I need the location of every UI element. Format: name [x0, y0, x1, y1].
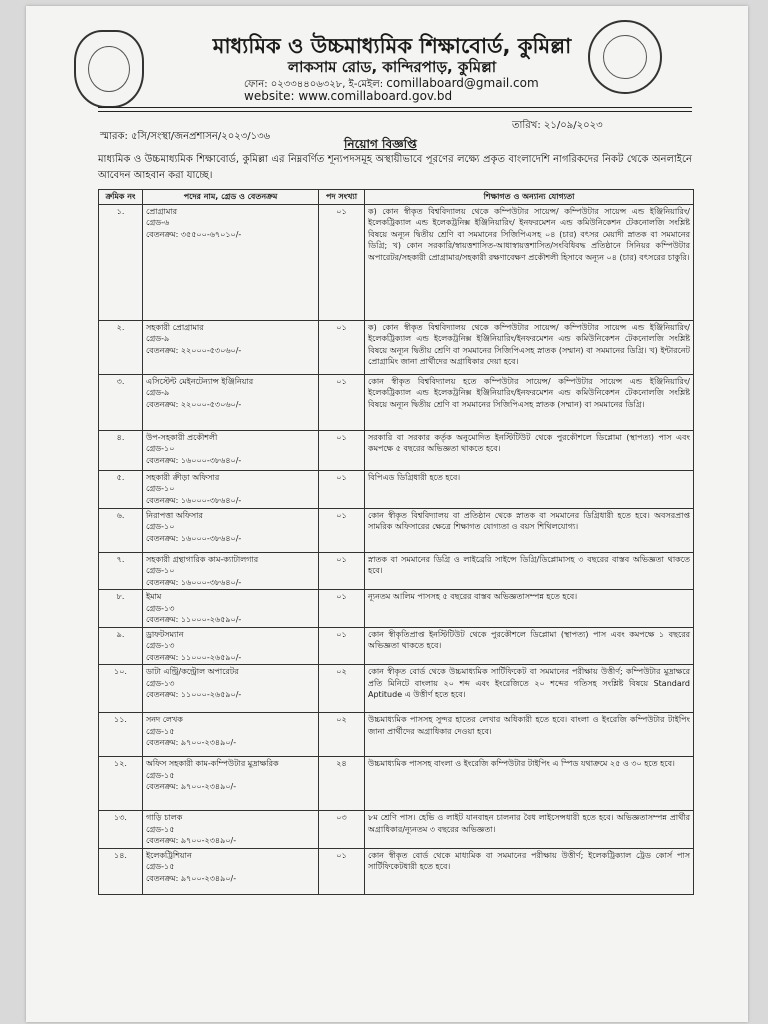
post-grade: গ্রেড-১৩ [146, 641, 175, 650]
row-post-count: ০১ [319, 320, 365, 374]
vacancy-table [98, 189, 694, 895]
table-header-row [99, 190, 694, 205]
row-post-count: ০১ [319, 552, 365, 590]
post-grade: গ্রেড-১৫ [146, 726, 175, 736]
row-qualification: উচ্চমাধ্যমিক পাসসহ সুন্দর হাতের লেখার অধিকারী হতে হবে। বাংলা ও ইংরেজি কম্পিউটার টাইপিং জানা প্রার্থীদের অগ্রাধিকার দেওয়া হবে। [365, 713, 694, 757]
row-qualification: ক) কোন স্বীকৃত বিশ্ববিদ্যালয় থেকে কম্পিউটার সায়েন্স/ কম্পিউটার সায়েন্স এন্ড ইঞ্জিনিয়ারিং/ইলেকট্রিক্যাল এন্ড ইলেকট্রনিক্স ইঞ্জিনিয়ারিং/ইনফরমেশন এন্ড কমিউনিকেশন টেকনোলজি সংশ্লিষ্ট বিষয়ে অন্যূন দ্বিতীয় শ্রেণি বা সমমানের সিজিপিএসহ স্নাতক (সম্মান) বা সমমানের ডিগ্রি। খ) ইন্টারনেট প্রোগ্রামিং জানা প্রার্থীদের অগ্রাধিকার দেয়া হবে। [365, 320, 694, 374]
row-post [143, 320, 319, 374]
row-qualification: কোন স্বীকৃত বিশ্ববিদ্যালয় বা প্রতিষ্ঠান থেকে স্নাতক বা সমমানের ডিগ্রিধারী হতে হবে। অবসরপ্রাপ্ত সামরিক অফিসারের ক্ষেত্রে শিক্ষাগত যোগ্যতা ও বয়স শিথিলযোগ্য। [365, 508, 694, 552]
row-post [143, 848, 319, 894]
row-post-count: ০১ [319, 508, 365, 552]
row-qualification: কোন স্বীকৃতিপ্রাপ্ত ইনস্টিটিউট থেকে পুরকৌশলে ডিপ্লোমা (স্থাপত্য) পাস এবং কমপক্ষে ১ বছরের অভিজ্ঞতা থাকতে হবে। [365, 627, 694, 665]
memo-number: স্মারক: ৫সি/সংস্থা/জনপ্রশাসন/২০২৩/১৩৬ [100, 131, 271, 142]
row-post-count: ০১ [319, 470, 365, 508]
table-row [99, 430, 694, 470]
row-post-count: ০১ [319, 627, 365, 665]
row-serial: ১০. [99, 665, 143, 713]
table-row [99, 848, 694, 894]
post-pay-scale: বেতনক্রম: ১১০০০-২৬৫৯০/- [146, 690, 242, 699]
post-name: উপ-সহকারী প্রকৌশলী [146, 432, 218, 442]
row-post [143, 552, 319, 590]
row-serial: ২. [99, 320, 143, 374]
board-website: website: www.comillaboard.gov.bd [244, 89, 453, 103]
table-row [99, 713, 694, 757]
table-row [99, 204, 694, 320]
post-pay-scale: বেতনক্রম: ১৬০০০-৩৮৬৪০/- [146, 495, 242, 505]
table-row [99, 508, 694, 552]
row-post-count: ০২ [319, 665, 365, 713]
row-post [143, 713, 319, 757]
table-row [99, 590, 694, 628]
post-name: এসিস্টেন্ট মেইনটেন্যান্স ইঞ্জিনিয়ার [146, 376, 254, 386]
header-count: পদ সংখ্যা [319, 190, 365, 205]
row-serial: ৫. [99, 470, 143, 508]
post-grade: গ্রেড-১৫ [146, 770, 175, 780]
post-grade: গ্রেড-১০ [146, 444, 175, 453]
row-qualification: বিপিএড ডিগ্রিধারী হতে হবে। [365, 470, 694, 508]
board-title: মাধ্যমিক ও উচ্চমাধ্যমিক শিক্ষাবোর্ড, কুমিল্লা [212, 34, 572, 58]
table-row [99, 320, 694, 374]
post-name: নিরাপত্তা অফিসার [146, 510, 203, 520]
row-post [143, 508, 319, 552]
row-post [143, 470, 319, 508]
table-row [99, 374, 694, 430]
post-pay-scale: বেতনক্রম: ১৬০০০-৩৮৬৪০/- [146, 577, 242, 587]
row-post [143, 757, 319, 811]
board-seal-left [74, 30, 144, 108]
table-row [99, 627, 694, 665]
row-post [143, 374, 319, 430]
row-qualification: ন্যূনতম আলিম পাসসহ ৫ বছরের বাস্তব অভিজ্ঞতাসম্পন্ন হতে হবে। [365, 590, 694, 628]
post-name: অফিস সহকারী কাম-কম্পিউটার মুদ্রাক্ষরিক [146, 759, 279, 768]
notice-date: তারিখ: ২১/০৯/২০২৩ [512, 120, 603, 131]
post-name: ডাটা এন্ট্রি/কন্ট্রোল অপারেটর [146, 667, 239, 676]
row-serial: ৩. [99, 374, 143, 430]
row-post [143, 430, 319, 470]
notice-intro: মাধ্যমিক ও উচ্চমাধ্যমিক শিক্ষাবোর্ড, কুমিল্লা এর নিম্নবর্ণিত শূন্যপদসমূহ অস্থায়ীভাবে পূরণের লক্ষ্যে প্রকৃত বাংলাদেশি নাগরিকদের নিকট থেকে অনলাইনে আবেদন আহবান করা যাচ্ছে। [98, 154, 692, 181]
table-row [99, 470, 694, 508]
row-post-count: ০১ [319, 430, 365, 470]
post-pay-scale: বেতনক্রম: ২২০০০-৫৩০৬০/- [146, 399, 242, 409]
row-post-count: ০১ [319, 590, 365, 628]
table-row [99, 665, 694, 713]
post-grade: গ্রেড-৯ [146, 334, 170, 343]
header-serial: ক্রমিক নং [99, 190, 143, 205]
header-divider-2 [98, 111, 692, 112]
contact-phone: ফোন: ০২৩৩৪৪০৬৩২৮, ই-মেইল: [244, 79, 384, 90]
post-grade: গ্রেড-১৩ [146, 678, 175, 688]
table-row [99, 552, 694, 590]
post-grade: গ্রেড-১০ [146, 484, 175, 493]
post-pay-scale: বেতনক্রম: ১৬০০০-৩৮৬৪০/- [146, 533, 242, 543]
post-grade: গ্রেড-১৫ [146, 862, 175, 871]
post-name: প্রোগ্রামার [146, 206, 178, 216]
post-pay-scale: বেতনক্রম: ৯৭০০-২৩৪৯০/- [146, 873, 237, 883]
board-address: লাকসাম রোড, কান্দিরপাড়, কুমিল্লা [287, 58, 497, 76]
post-name: ইলেকট্রিশিয়ান [146, 850, 192, 860]
row-qualification: ক) কোন স্বীকৃত বিশ্ববিদ্যালয় থেকে কম্পিউটার সায়েন্স/ কম্পিউটার সায়েন্স এন্ড ইঞ্জিনিয়ারিং/ইলেকট্রিক্যাল এন্ড ইলেকট্রনিক্স ইঞ্জিনিয়ারিং/ ইনফরমেশন এন্ড কমিউনিকেশন টেকনোলজি সংশ্লিষ্ট বিষয়ে অন্যূন দ্বিতীয় শ্রেণি বা সমমানের সিজিপিএসহ ০৪ (চার) বৎসর মেয়াদী স্নাতক বা সমমানের ডিগ্রি; খ) কোন সরকারি/স্বায়ত্তশাসিত-আধাস্বায়ত্তশাসিত/সংবিধিবদ্ধ প্রতিষ্ঠানে সিনিয়র কম্পিউটার অপারেটর/সহকারী প্রোগ্রামার/সহকারী রক্ষণাবেক্ষণ প্রকৌশলী হিসাবে অন্যূন ০৪ (চার) বৎসরের চাকুরি। [365, 204, 694, 320]
post-grade: গ্রেড-৯ [146, 388, 170, 397]
contact-email: comillaboard@gmail.com [386, 76, 539, 90]
post-grade: গ্রেড-১৫ [146, 824, 175, 834]
post-name: ড্রাফটসম্যান [146, 629, 184, 639]
row-post-count: ২৪ [319, 757, 365, 811]
row-serial: ১. [99, 204, 143, 320]
post-pay-scale: বেতনক্রম: ১১০০০-২৬৫৯০/- [146, 615, 242, 624]
post-pay-scale: বেতনক্রম: ৯৭০০-২৩৪৯০/- [146, 782, 237, 791]
post-name: গাড়ি চালক [146, 813, 183, 822]
post-grade: গ্রেড-৬ [146, 218, 170, 227]
row-post [143, 665, 319, 713]
post-name: ইমাম [146, 592, 162, 601]
header-qualification: শিক্ষাগত ও অন্যান্য যোগ্যতা [365, 190, 694, 205]
row-post-count: ০১ [319, 204, 365, 320]
row-qualification: স্নাতক বা সমমানের ডিগ্রি ও লাইব্রেরি সাইন্সে ডিগ্রি/ডিপ্লোমাসহ ৩ বছরের বাস্তব অভিজ্ঞতা থাকতে হবে। [365, 552, 694, 590]
header-divider [98, 107, 692, 108]
row-post-count: ০১ [319, 848, 365, 894]
row-post-count: ০১ [319, 374, 365, 430]
row-qualification: কোন স্বীকৃত বিশ্ববিদ্যালয় হতে কম্পিউটার সায়েন্স/ কম্পিউটার সায়েন্স এন্ড ইঞ্জিনিয়ারিং/ ইলেকট্রিক্যাল এন্ড ইলেকট্রনিক্স ইঞ্জিনিয়ারিং/ইনফরমেশন এন্ড কমিউনিকেশন টেকনোলজি সংশ্লিষ্ট বিষয়ে অন্যূন দ্বিতীয় শ্রেণি বা সমমানের সিজিপিএসহ স্নাতক (সম্মান) বা সমমানের ডিগ্রি। [365, 374, 694, 430]
row-serial: ৮. [99, 590, 143, 628]
header-post: পদের নাম, গ্রেড ও বেতনক্রম [143, 190, 319, 205]
row-serial: ১৩. [99, 811, 143, 849]
post-name: সহকারী প্রোগ্রামার [146, 322, 204, 332]
post-name: সনদ লেখক [146, 715, 183, 724]
row-serial: ১২. [99, 757, 143, 811]
row-post [143, 627, 319, 665]
notice-title: নিয়োগ বিজ্ঞপ্তি [344, 137, 417, 151]
post-pay-scale: বেতনক্রম: ৯৭০০-২৩৪৯০/- [146, 738, 237, 747]
table-row [99, 811, 694, 849]
row-serial: ১১. [99, 713, 143, 757]
row-serial: ৭. [99, 552, 143, 590]
row-qualification: ৮ম শ্রেণি পাস। হেভি ও লাইট যানবাহন চালনার বৈধ লাইসেন্সধারী হতে হবে। অভিজ্ঞতাসম্পন্ন প্রার্থীর অগ্রাধিকার/ন্যূনতম ৩ বছরের অভিজ্ঞতা। [365, 811, 694, 849]
row-qualification: উচ্চমাধ্যমিক পাসসহ বাংলা ও ইংরেজি কম্পিউটার টাইপিং এ স্পিড যথাক্রমে ২৫ ও ৩০ হতে হবে। [365, 757, 694, 811]
row-serial: ৪. [99, 430, 143, 470]
row-qualification: সরকারি বা সরকার কর্তৃক অনুমোদিত ইনস্টিটিউট থেকে পুরকৌশলে ডিপ্লোমা (স্থাপত্য) পাস এবং কমপক্ষে ৫ বছরের অভিজ্ঞতা থাকতে হবে। [365, 430, 694, 470]
row-post-count: ০২ [319, 713, 365, 757]
post-name: সহকারী ক্রীড়া অফিসার [146, 472, 220, 482]
post-pay-scale: বেতনক্রম: ৩৫৫০০-৬৭০১০/- [146, 229, 242, 239]
table-row [99, 757, 694, 811]
post-pay-scale: বেতনক্রম: ১৬০০০-৩৮৬৪০/- [146, 455, 242, 465]
row-post [143, 590, 319, 628]
row-serial: ৬. [99, 508, 143, 552]
post-grade: গ্রেড-১৩ [146, 603, 175, 613]
post-name: সহকারী গ্রন্থাগারিক কাম-ক্যাটালগার [146, 554, 259, 564]
row-qualification: কোন স্বীকৃত বোর্ড থেকে মাধ্যমিক বা সমমানের পরীক্ষায় উত্তীর্ণ; ইলেকট্রিক্যাল ট্রেড কোর্স পাস সার্টিফিকেটধারী হতে হবে। [365, 848, 694, 894]
row-post [143, 811, 319, 849]
post-pay-scale: বেতনক্রম: ৯৭০০-২৩৪৯০/- [146, 836, 237, 845]
post-grade: গ্রেড-১০ [146, 566, 175, 575]
row-serial: ৯. [99, 627, 143, 665]
row-post [143, 204, 319, 320]
row-post-count: ০৩ [319, 811, 365, 849]
row-serial: ১৪. [99, 848, 143, 894]
post-pay-scale: বেতনক্রম: ২২০০০-৫৩০৬০/- [146, 345, 242, 355]
post-pay-scale: বেতনক্রম: ১১০০০-২৬৫৯০/- [146, 652, 242, 662]
row-qualification: কোন স্বীকৃত বোর্ড থেকে উচ্চমাধ্যমিক সার্টিফিকেট বা সমমানের পরীক্ষায় উত্তীর্ণ; কম্পিউটার মুদ্রাক্ষরে প্রতি মিনিটে বাংলায় ২০ শব্দ এবং ইংরেজিতে ২০ শব্দের গতিসহ সংশ্লিষ্ট বিষয়ে Standard Aptitude এ উত্তীর্ণ হতে হবে। [365, 665, 694, 713]
post-grade: গ্রেড-১০ [146, 522, 175, 531]
